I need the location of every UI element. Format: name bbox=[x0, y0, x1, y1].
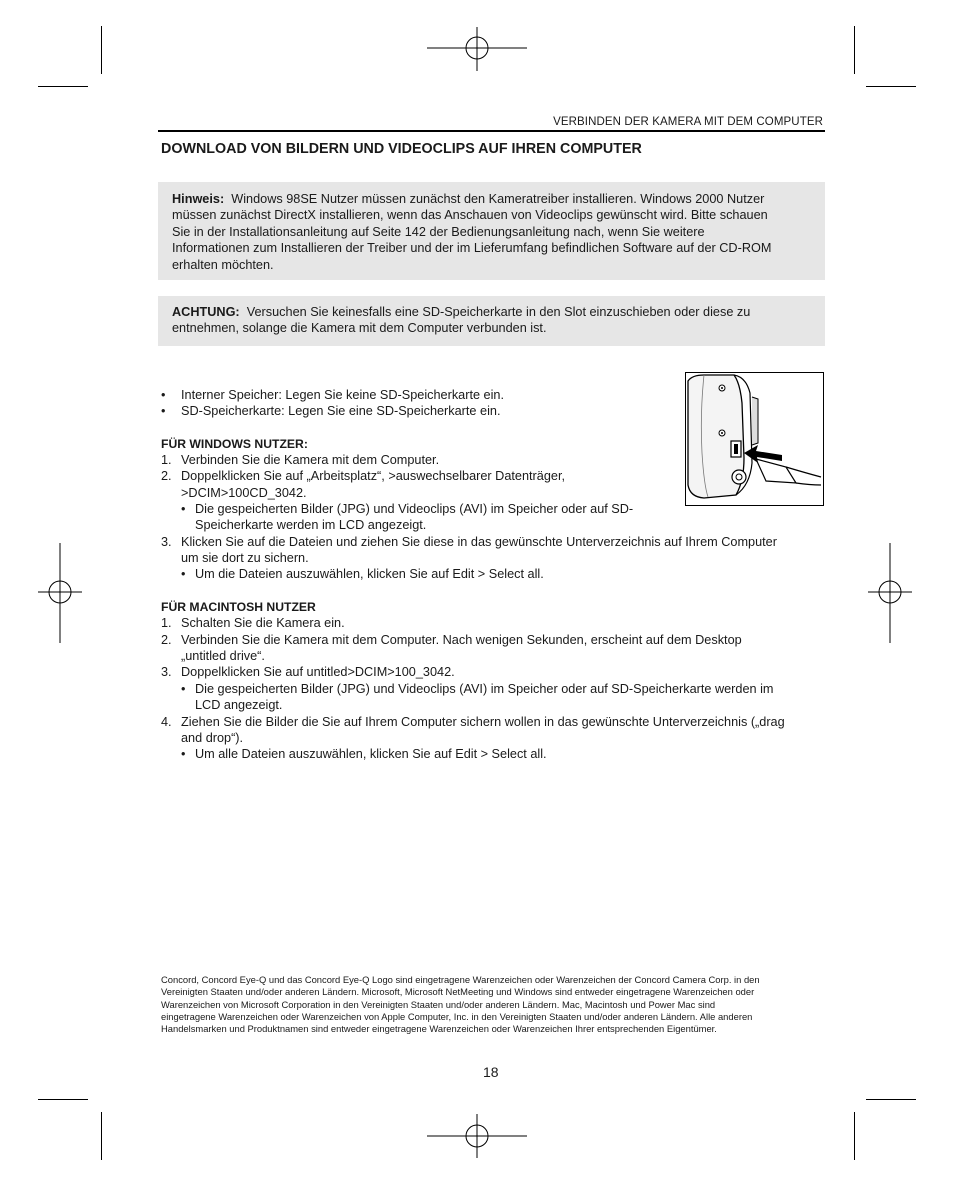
hinweis-line: erhalten möchten. bbox=[172, 257, 274, 272]
list-item: Um alle Dateien auszuwählen, klicken Sie auf Edit > Select all. bbox=[195, 747, 547, 761]
step-number: 1. bbox=[161, 616, 172, 630]
header-rule bbox=[158, 130, 825, 132]
footer-line: Vereinigten Staaten und/oder anderen Ländern. Microsoft, Microsoft NetMeeting und Windows sind entweder eingetragene Warenzeichen oder bbox=[161, 986, 755, 998]
list-item: and drop“). bbox=[181, 731, 244, 745]
step-number: 3. bbox=[161, 535, 172, 549]
list-item: um sie dort zu sichern. bbox=[181, 551, 309, 565]
step-number: 2. bbox=[161, 469, 172, 483]
footer-line: Handelsmarken und Produktnamen sind entweder eingetragene Warenzeichen oder Warenzeichen Ihrer entsprechenden Eigentümer. bbox=[161, 1023, 717, 1035]
step-number: 1. bbox=[161, 453, 172, 467]
footer-line: Concord, Concord Eye-Q und das Concord Eye-Q Logo sind eingetragene Warenzeichen oder Warenzeichen der Concord Camera Corp. in den bbox=[161, 974, 760, 985]
list-item: Klicken Sie auf die Dateien und ziehen Sie diese in das gewünschte Unterverzeichnis auf Ihrem Computer bbox=[181, 535, 777, 549]
list-item: Doppelklicken Sie auf untitled>DCIM>100_3042. bbox=[181, 665, 455, 679]
list-item: Die gespeicherten Bilder (JPG) und Videoclips (AVI) im Speicher oder auf SD-Speicherkarte werden im bbox=[195, 682, 774, 696]
achtung-label: ACHTUNG: bbox=[172, 305, 240, 319]
registration-mark-right bbox=[868, 543, 912, 643]
step-number: 2. bbox=[161, 633, 172, 647]
list-item: „untitled drive“. bbox=[181, 649, 265, 663]
list-item: SD-Speicherkarte: Legen Sie eine SD-Speicherkarte ein. bbox=[181, 404, 501, 418]
list-bullet: • bbox=[181, 502, 186, 516]
list-item: Ziehen Sie die Bilder die Sie auf Ihrem Computer sichern wollen in das gewünschte Unterverzeichnis („drag bbox=[181, 715, 785, 729]
registration-mark-bottom bbox=[427, 1114, 527, 1158]
list-item: >DCIM>100CD_3042. bbox=[181, 486, 307, 500]
list-bullet: • bbox=[181, 567, 186, 581]
list-bullet: • bbox=[181, 682, 186, 696]
list-bullet: • bbox=[161, 388, 166, 402]
list-item: Doppelklicken Sie auf „Arbeitsplatz“, >auswechselbarer Datenträger, bbox=[181, 469, 565, 483]
hinweis-line: Hinweis: Windows 98SE Nutzer müssen zunächst den Kameratreiber installieren. Windows 2000 Nutzer bbox=[172, 192, 765, 206]
footer-line: Warenzeichen von Microsoft Corporation in den Vereinigten Staaten und/oder anderen Ländern. Mac, Macintosh und Power Mac sind bbox=[161, 998, 716, 1010]
hinweis-label: Hinweis: bbox=[172, 192, 225, 206]
step-number: 3. bbox=[161, 665, 172, 679]
hinweis-line: Informationen zum Installieren der Treiber und der im Lieferumfang befindlichen Software auf der CD-ROM bbox=[172, 241, 772, 256]
registration-mark-left bbox=[38, 543, 82, 643]
list-item: Interner Speicher: Legen Sie keine SD-Speicherkarte ein. bbox=[181, 388, 505, 402]
list-bullet: • bbox=[181, 747, 186, 761]
achtung-line: ACHTUNG: Versuchen Sie keinesfalls eine SD-Speicherkarte in den Slot einzuschieben oder diese zu bbox=[172, 305, 751, 319]
footer-line: eingetragene Warenzeichen oder Warenzeichen von Apple Computer, Inc. in den Vereinigten Staaten und/oder anderen Ländern. Alle anderen bbox=[161, 1010, 753, 1022]
section-header: VERBINDEN DER KAMERA MIT DEM COMPUTER bbox=[553, 116, 823, 128]
trademark-footer bbox=[161, 974, 829, 1035]
achtung-line: entnehmen, solange die Kamera mit dem Computer verbunden ist. bbox=[172, 321, 547, 336]
windows-heading: FÜR WINDOWS NUTZER: bbox=[161, 437, 308, 451]
list-item: Die gespeicherten Bilder (JPG) und Videoclips (AVI) im Speicher oder auf SD- bbox=[195, 502, 634, 516]
list-item: Verbinden Sie die Kamera mit dem Computer. Nach wenigen Sekunden, erscheint auf dem Desktop bbox=[181, 633, 742, 647]
list-item: Speicherkarte werden im LCD angezeigt. bbox=[195, 518, 427, 532]
achtung-box bbox=[158, 296, 825, 346]
camera-usb-icon bbox=[686, 373, 823, 505]
list-bullet: • bbox=[161, 404, 166, 418]
mac-heading: FÜR MACINTOSH NUTZER bbox=[161, 600, 316, 614]
registration-mark-top bbox=[427, 27, 527, 71]
list-item: Schalten Sie die Kamera ein. bbox=[181, 616, 345, 630]
list-item: Verbinden Sie die Kamera mit dem Computer. bbox=[181, 453, 440, 467]
hinweis-line: müssen zunächst DirectX installieren, wenn das Anschauen von Videoclips gewünscht wird. Bitte schauen bbox=[172, 208, 768, 223]
hinweis-box bbox=[158, 182, 825, 280]
list-item: Um die Dateien auszuwählen, klicken Sie auf Edit > Select all. bbox=[195, 567, 544, 581]
page-number: 18 bbox=[483, 1064, 499, 1080]
hinweis-line: Sie in der Installationsanleitung auf Seite 142 der Bedienungsanleitung nach, wenn Sie weitere bbox=[172, 224, 705, 239]
camera-usb-illustration bbox=[685, 372, 824, 506]
page-title: DOWNLOAD VON BILDERN UND VIDEOCLIPS AUF IHREN COMPUTER bbox=[161, 141, 642, 157]
list-item: LCD angezeigt. bbox=[195, 698, 283, 712]
step-number: 4. bbox=[161, 715, 172, 729]
